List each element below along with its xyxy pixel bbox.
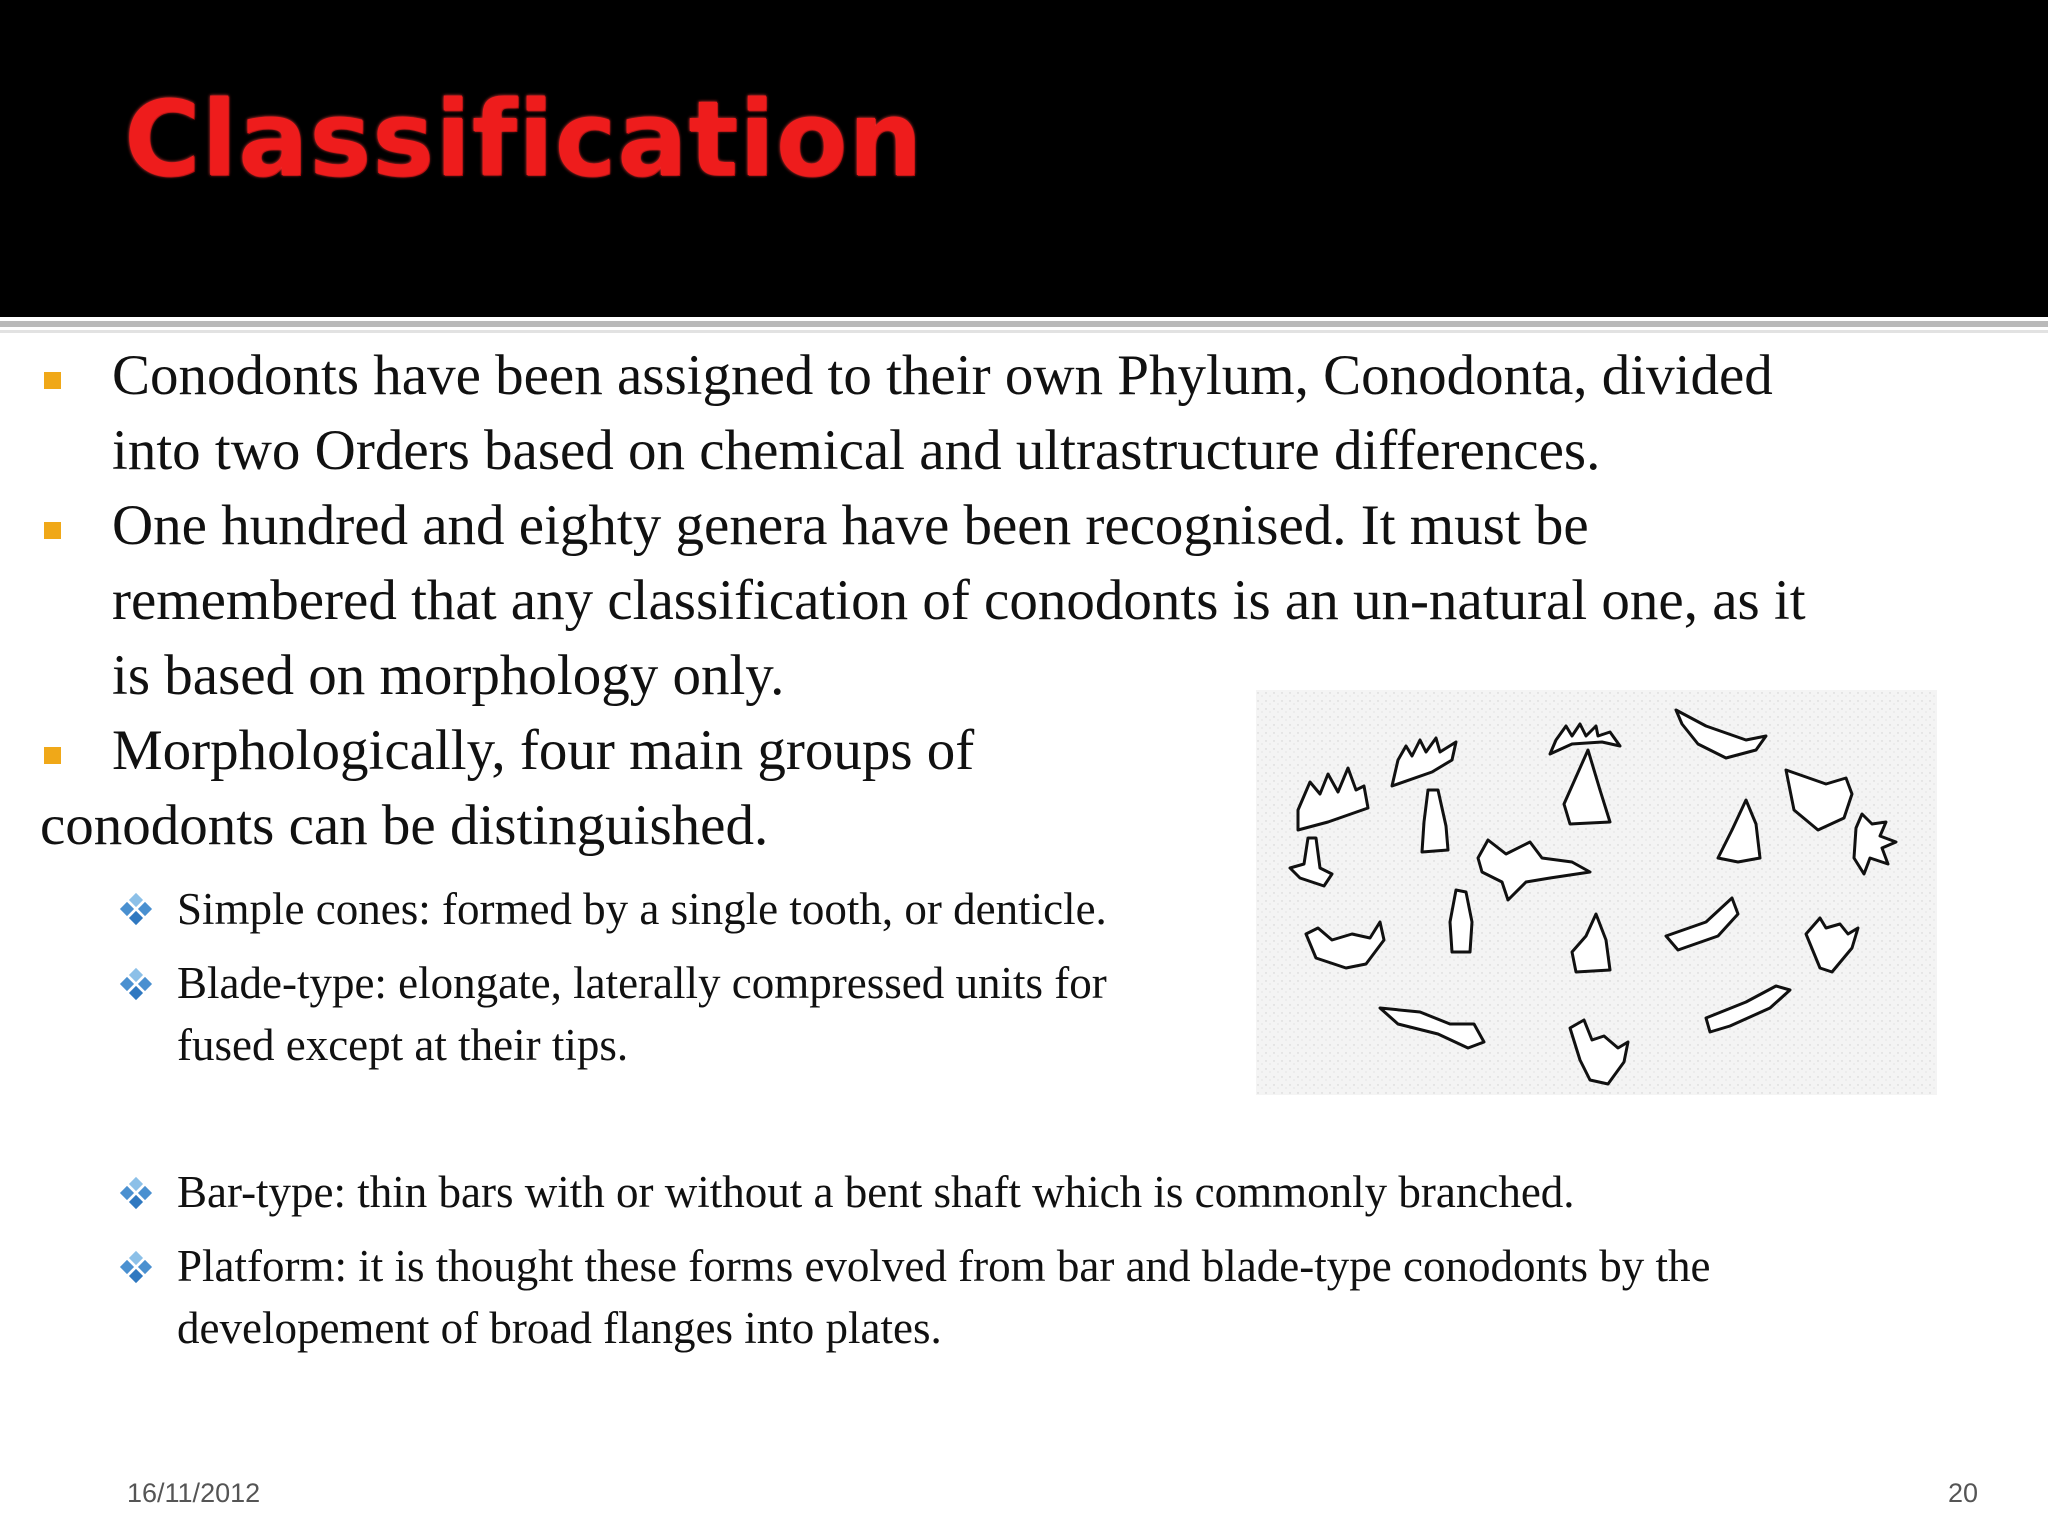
footer-date: 16/11/2012: [127, 1478, 261, 1508]
sub-bullet-4-line-2: developement of broad flanges into plates.: [177, 1303, 942, 1353]
sub-bullet-1-line-1: Simple cones: formed by a single tooth, or denticle.: [177, 884, 1107, 934]
conodont-fossils-illustration: [1256, 690, 1937, 1095]
sub-bullet-4-line-1: Platform: it is thought these forms evolved from bar and blade-type conodonts by the: [177, 1241, 1711, 1291]
bullet-2-line-3: is based on morphology only.: [112, 644, 785, 707]
four-diamond-bullet-icon: [121, 969, 151, 999]
bullet-2-line-2: remembered that any classification of conodonts is an un-natural one, as it: [112, 569, 1806, 632]
square-bullet-icon: [44, 747, 61, 764]
sub-bullet-2-line-1: Blade-type: elongate, laterally compressed units for: [177, 958, 1107, 1008]
bullet-2-line-1: One hundred and eighty genera have been recognised. It must be: [112, 494, 1589, 557]
four-diamond-bullet-icon: [121, 894, 151, 924]
sub-bullet-3-line-1: Bar-type: thin bars with or without a bent shaft which is commonly branched.: [177, 1167, 1575, 1217]
conodont-fossils-drawing: [1256, 690, 1937, 1095]
four-diamond-bullet-icon: [121, 1178, 151, 1208]
bullet-1-line-1: Conodonts have been assigned to their own Phylum, Conodonta, divided: [112, 344, 1773, 407]
four-diamond-bullet-icon: [121, 1252, 151, 1282]
divider-line: [0, 321, 2048, 327]
sub-bullet-2-line-2: fused except at their tips.: [177, 1020, 629, 1070]
slide-title: Classification: [124, 78, 924, 200]
bullet-1-line-2: into two Orders based on chemical and ultrastructure differences.: [112, 419, 1601, 482]
bullet-3-line-2: conodonts can be distinguished.: [40, 794, 769, 857]
square-bullet-icon: [44, 522, 61, 539]
title-bar: [0, 0, 2048, 317]
bullet-3-line-1: Morphologically, four main groups of: [112, 719, 975, 782]
divider-line-light: [0, 330, 2048, 333]
square-bullet-icon: [44, 372, 61, 389]
slide-number: 20: [1948, 1478, 1979, 1508]
